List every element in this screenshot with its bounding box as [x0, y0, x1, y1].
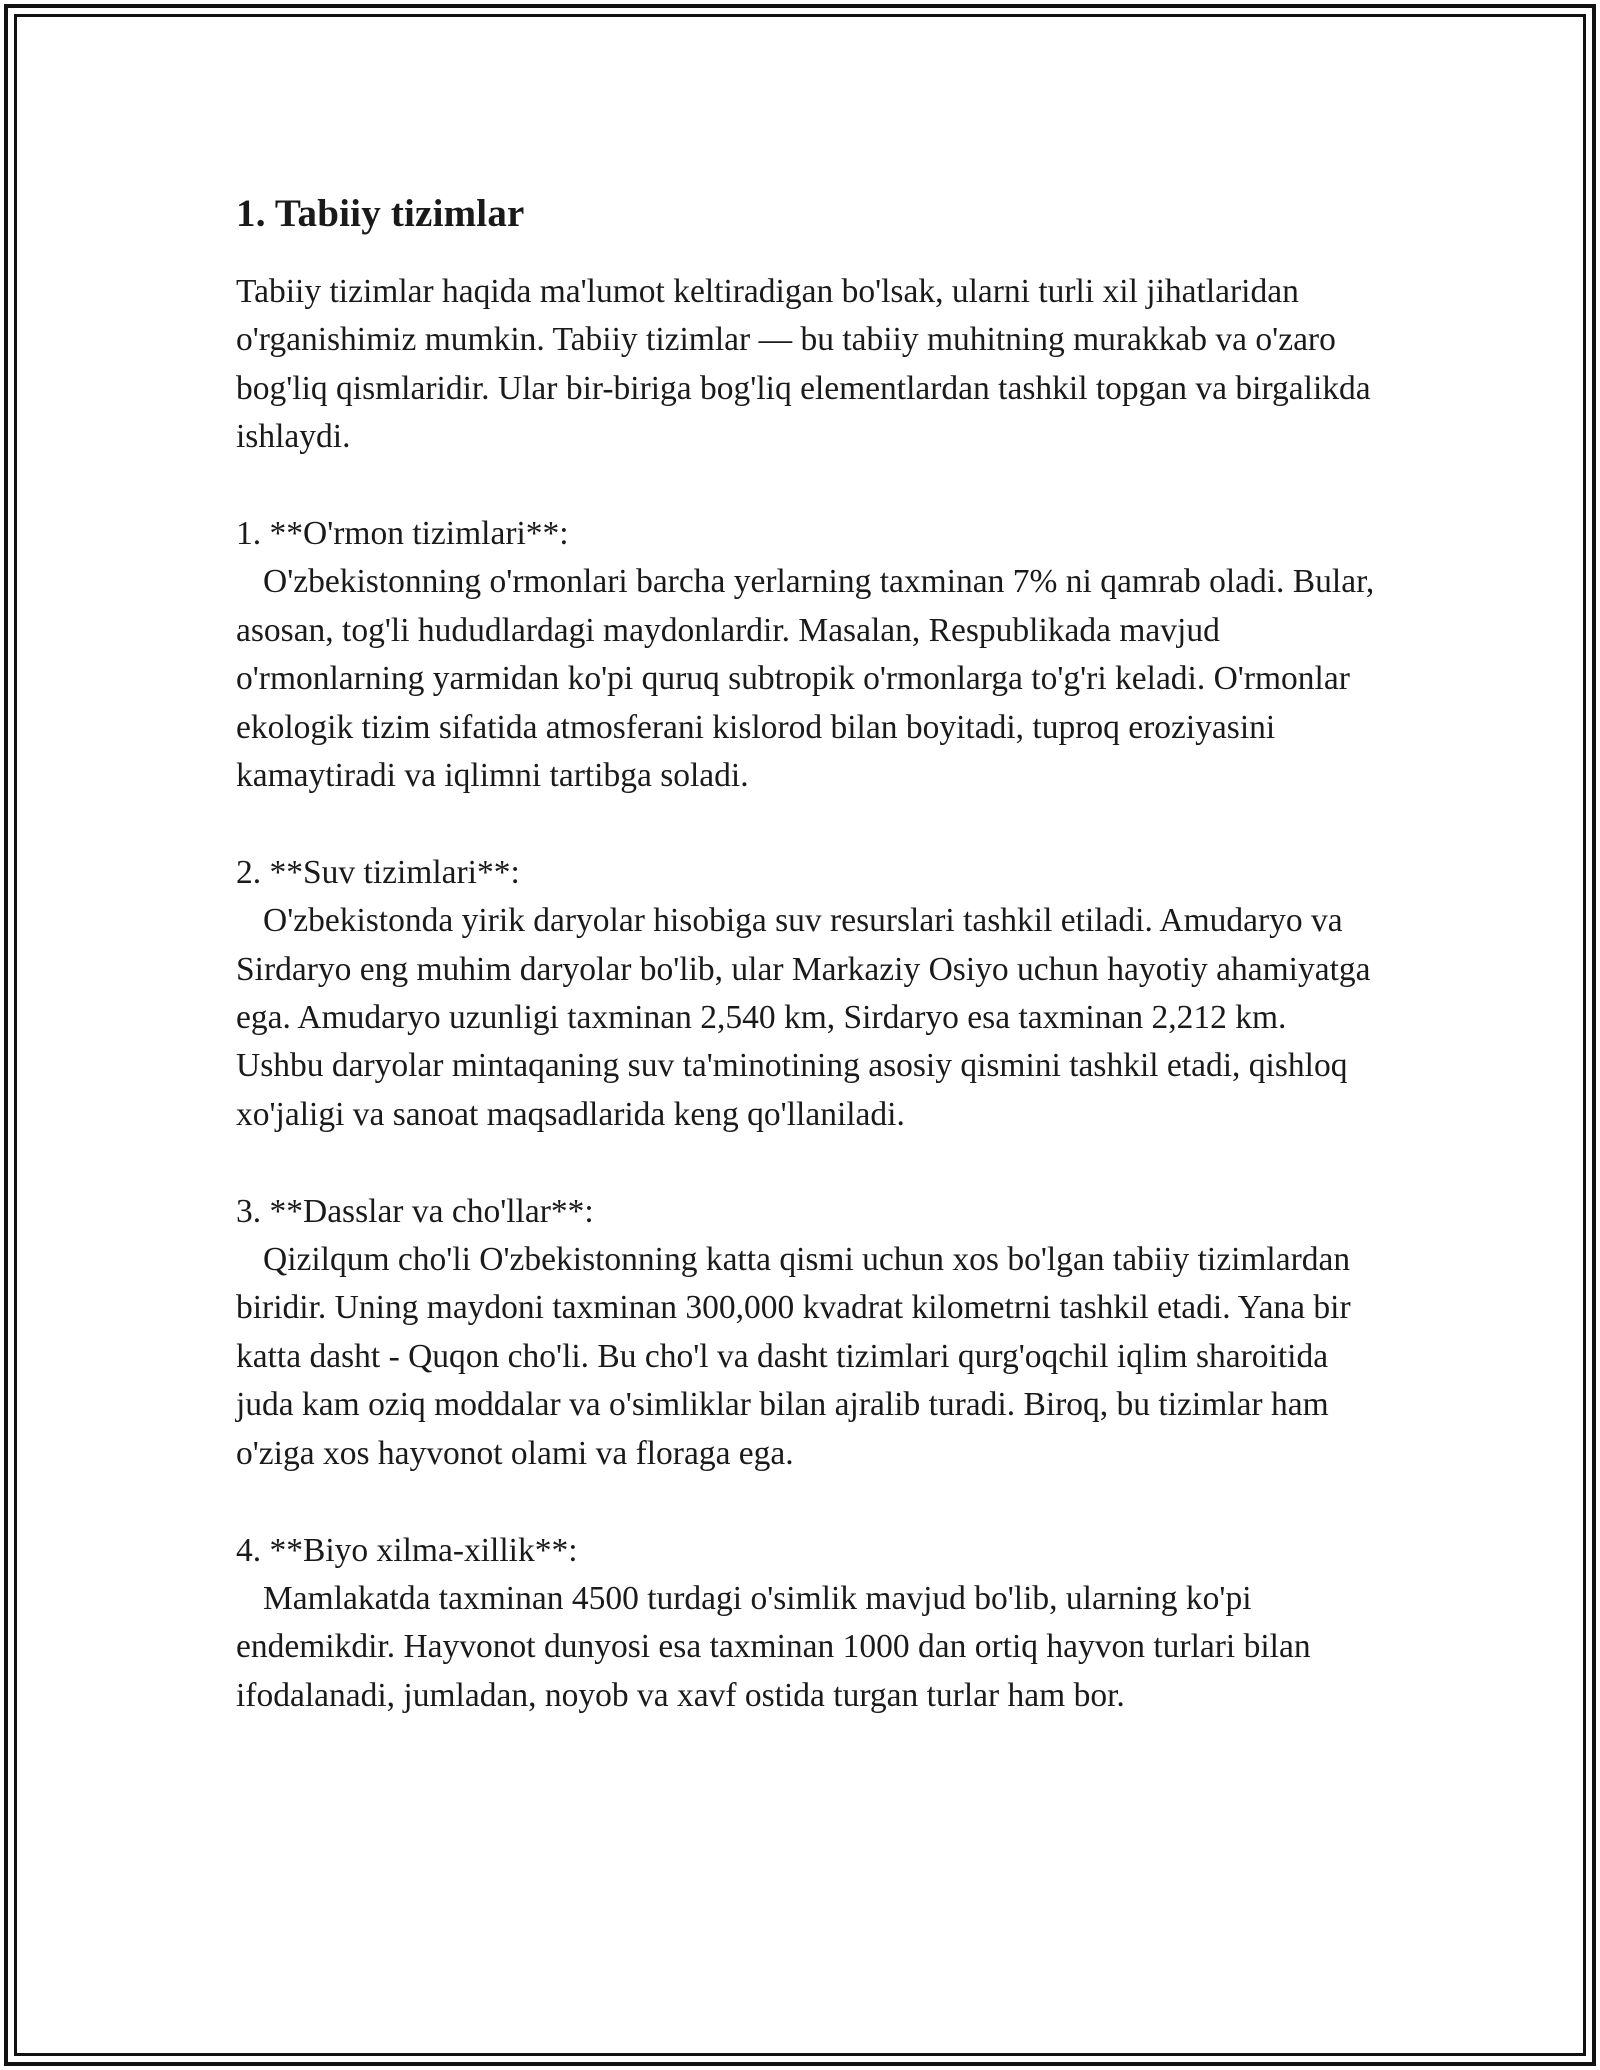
intro-paragraph: Tabiiy tizimlar haqida ma'lumot keltiradigan bo'lsak, ularni turli xil jihatlaridan o'rganishimiz mumkin. Tabiiy tizimlar — bu tabiiy muhitning murakkab va o'zaro bog'liq qismlaridir. Ular bir-biriga bog'liq elementlardan tashkil topgan va birgalikda ishlaydi. [236, 273, 1371, 456]
section-title: 3. **Dasslar va cho'llar**: [236, 1192, 594, 1230]
section-title: 2. **Suv tizimlari**: [236, 853, 520, 891]
section-body: O'zbekistonning o'rmonlari barcha yerlarning taxminan 7% ni qamrab oladi. Bular, asosan, tog'li hududlardagi maydonlardir. Masalan, Respublikada mavjud o'rmonlarning yarmidan ko'pi quruq subtropik o'rmonlarga to'g'ri keladi. O'rmonlar ekologik tizim sifatida atmosferani kislorod bilan boyitadi, tuproq eroziyasini kamaytiradi va iqlimni tartibga soladi. [236, 563, 1375, 795]
section-body: Qizilqum cho'li O'zbekistonning katta qismi uchun xos bo'lgan tabiiy tizimlardan biridir. Uning maydoni taxminan 300,000 kvadrat kilometrni tashkil etadi. Yana bir katta dasht - Quqon cho'li. Bu cho'l va dasht tizimlari qurg'oqchil iqlim sharoitida juda kam oziq moddalar va o'simliklar bilan ajralib turadi. Biroq, bu tizimlar ham o'ziga xos hayvonot olami va floraga ega. [236, 1241, 1351, 1472]
section-heading: 1. Tabiiy tizimlar [236, 192, 525, 235]
section-biodiversity [236, 1527, 1376, 1721]
section-steppes-deserts [236, 1188, 1376, 1478]
section-title: 1. **O'rmon tizimlari**: [236, 515, 569, 553]
section-forest-systems [236, 510, 1376, 800]
section-body: O'zbekistonda yirik daryolar hisobiga suv resurslari tashkil etiladi. Amudaryo va Sirdaryo eng muhim daryolar bo'lib, ular Markaziy Osiyo uchun hayotiy ahamiyatga ega. Amudaryo uzunligi taxminan 2,540 km, Sirdaryo esa taxminan 2,212 km. Ushbu daryolar mintaqaning suv ta'minotining asosiy qismini tashkil etadi, qishloq xo'jaligi va sanoat maqsadlarida keng qo'llaniladi. [236, 902, 1371, 1133]
section-title: 4. **Biyo xilma-xillik**: [236, 1531, 578, 1569]
section-water-systems [236, 849, 1376, 1139]
document-content [236, 186, 1376, 1720]
section-body: Mamlakatda taxminan 4500 turdagi o'simlik mavjud bo'lib, ularning ko'pi endemikdir. Hayvonot dunyosi esa taxminan 1000 dan ortiq hayvon turlari bilan ifodalanadi, jumladan, noyob va xavf ostida turgan turlar ham bor. [236, 1579, 1311, 1714]
